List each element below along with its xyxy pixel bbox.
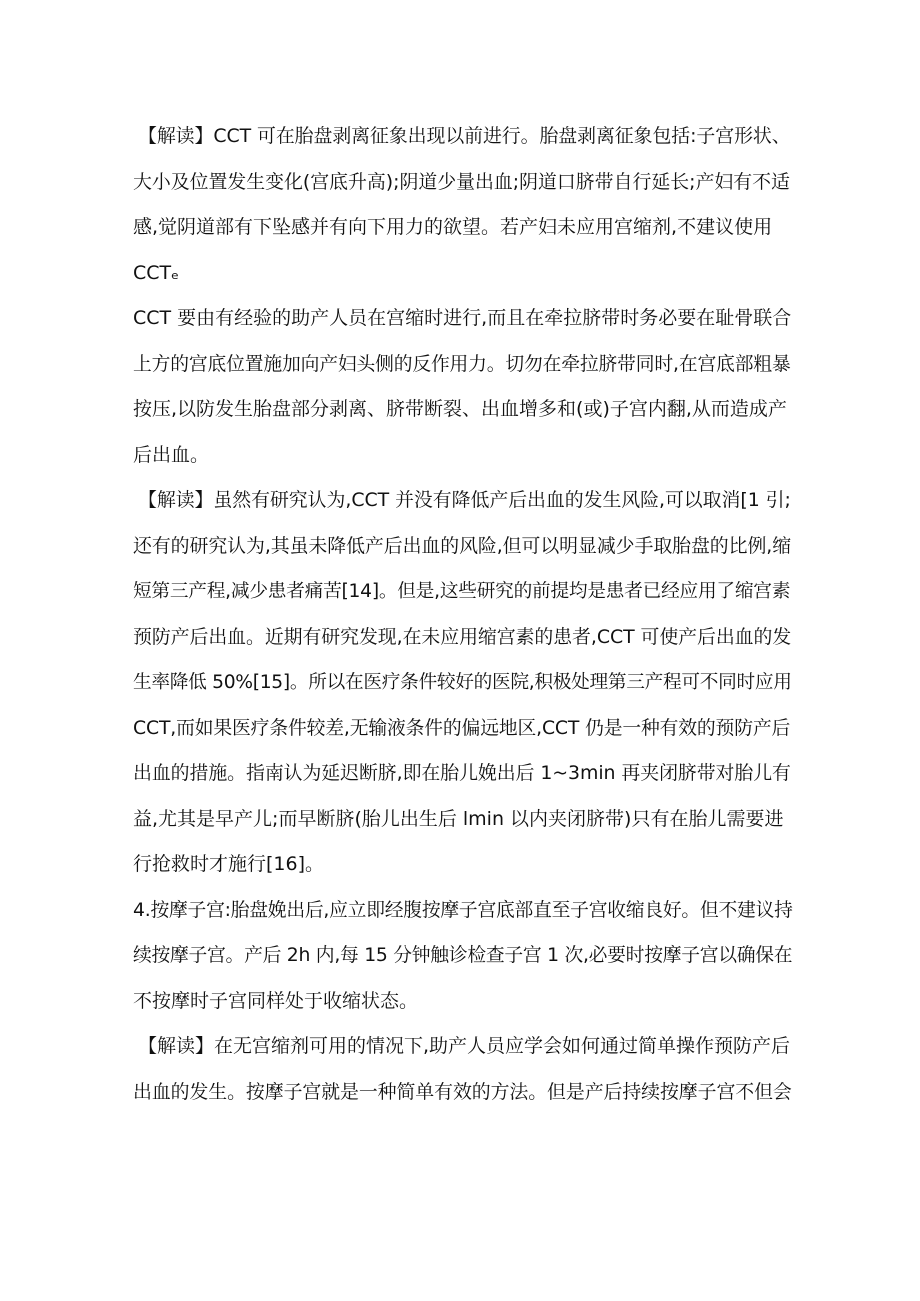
text-line: 【解读】CCT 可在胎盘剥离征象出现以前进行。胎盘剥离征象包括:子宫形状、 bbox=[138, 125, 791, 147]
text-line: CCT 要由有经验的助产人员在宫缩时进行,而且在牵拉脐带时务必要在耻骨联合 bbox=[133, 307, 792, 329]
paragraph bbox=[133, 1024, 793, 1115]
text-line: 上方的宫底位置施加向产妇头侧的反作用力。切勿在牵拉脐带同时,在宫底部粗暴 bbox=[133, 353, 791, 375]
text-line: 续按摩子宫。产后 2h 内,每 15 分钟触诊检查子宫 1 次,必要时按摩子宫以确保在 bbox=[133, 945, 793, 966]
text-line: 短第三产程,减少患者痛苦[14]。但是,这些研究的前提均是患者已经应用了缩宫素 bbox=[133, 581, 791, 602]
paragraph bbox=[133, 296, 793, 478]
text-line: 还有的研究认为,其虽未降低产后出血的风险,但可以明显减少手取胎盘的比例,缩 bbox=[133, 534, 792, 557]
text-line: 生率降低 50%[15]。所以在医疗条件较好的医院,积极处理第三产程可不同时应用 bbox=[133, 672, 792, 693]
text-line: 大小及位置发生变化(宫底升高);阴道少量出血;阴道口脐带自行延长;产妇有不适 bbox=[133, 170, 790, 193]
document-body bbox=[133, 114, 793, 1115]
text-line: 行抢救时才施行[16]。 bbox=[133, 853, 325, 875]
text-line: 不按摩时子宫同样处于收缩状态。 bbox=[133, 989, 419, 1012]
text-line: CCT,而如果医疗条件较差,无输液条件的偏远地区,CCT 仍是一种有效的预防产后 bbox=[133, 717, 791, 739]
paragraph bbox=[133, 114, 793, 296]
paragraph bbox=[133, 888, 793, 1025]
text-line: 预防产后出血。近期有研究发现,在未应用缩宫素的患者,CCT 可使产后出血的发 bbox=[133, 625, 792, 648]
text-line: 4.按摩子宫:胎盘娩出后,应立即经腹按摩子宫底部直至子宫收缩良好。但不建议持 bbox=[133, 899, 793, 921]
text-line: 出血的措施。指南认为延迟断脐,即在胎儿娩出后 1~3min 再夹闭脐带对胎儿有 bbox=[133, 762, 791, 784]
text-line: 【解读】在无宫缩剂可用的情况下,助产人员应学会如何通过简单操作预防产后 bbox=[138, 1035, 791, 1057]
paragraph bbox=[133, 478, 793, 888]
text-line: 出血的发生。按摩子宫就是一种简单有效的方法。但是产后持续按摩子宫不但会 bbox=[133, 1080, 792, 1103]
text-line: 益,尤其是早产儿;而早断脐(胎儿出生后 lmin 以内夹闭脐带)只有在胎儿需要进 bbox=[133, 807, 784, 830]
text-line: 【解读】虽然有研究认为,CCT 并没有降低产后出血的发生风险,可以取消[1 引; bbox=[138, 489, 791, 511]
text-line: 感,觉阴道部有下坠感并有向下用力的欲望。若产妇未应用宫缩剂,不建议使用 bbox=[133, 216, 773, 238]
text-line: 按压,以防发生胎盘部分剥离、脐带断裂、出血增多和(或)子宫内翻,从而造成产 bbox=[133, 398, 787, 420]
text-line: 后出血。 bbox=[133, 443, 210, 466]
text-line: CCTₑ bbox=[133, 261, 180, 284]
